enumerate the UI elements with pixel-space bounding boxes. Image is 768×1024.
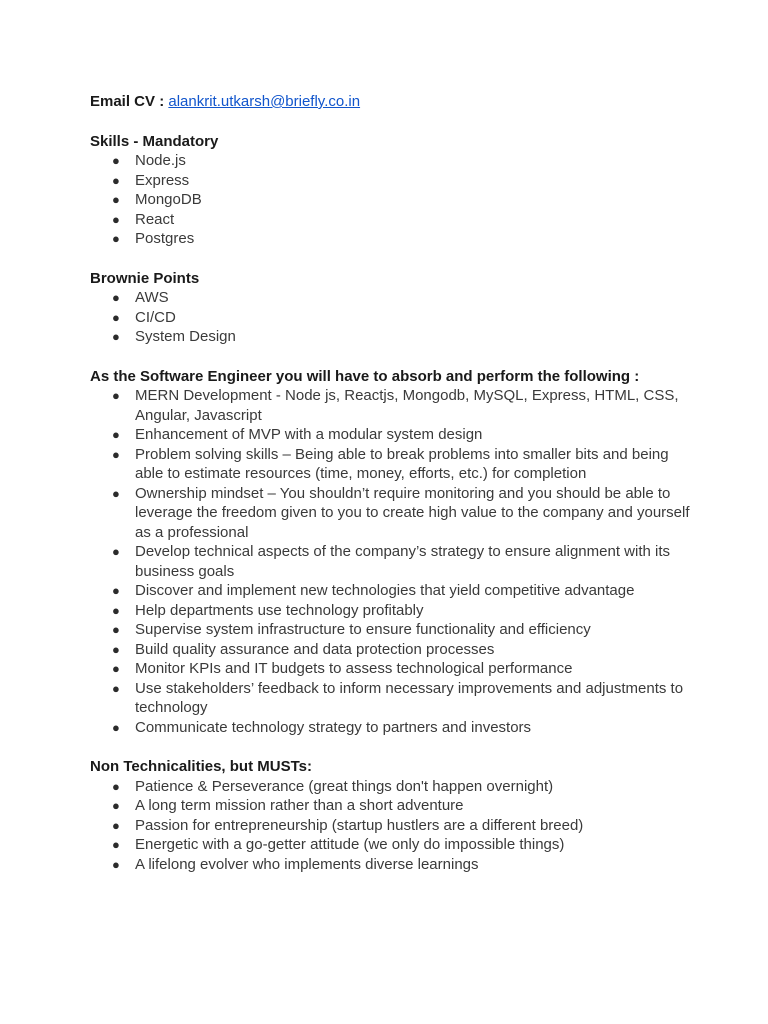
skills-mandatory-list — [90, 151, 690, 249]
bullet-icon: ● — [112, 153, 120, 168]
non-technical-section — [90, 757, 690, 874]
email-cv-label: Email CV : — [90, 93, 165, 110]
brownie-points-list — [90, 288, 690, 347]
list-item-text: Problem solving skills – Being able to break problems into smaller bits and being able to estimate resources (time, money, efforts, etc.) for completion — [135, 445, 669, 482]
list-item-text: MERN Development - Node js, Reactjs, Mongodb, MySQL, Express, HTML, CSS, Angular, Javascript — [135, 387, 679, 424]
bullet-icon: ● — [112, 329, 120, 344]
list-item — [90, 718, 690, 738]
list-item — [90, 640, 690, 660]
brownie-points-section — [90, 269, 690, 347]
list-item-text: Communicate technology strategy to partners and investors — [135, 718, 532, 736]
bullet-icon: ● — [112, 680, 120, 696]
bullet-icon: ● — [112, 778, 120, 794]
bullet-icon: ● — [112, 622, 120, 637]
bullet-icon: ● — [112, 192, 120, 207]
list-item — [90, 229, 690, 249]
bullet-icon: ● — [112, 719, 120, 735]
email-link[interactable]: alankrit.utkarsh@briefly.co.in — [168, 93, 361, 110]
list-item-text: A lifelong evolver who implements diverse learnings — [135, 855, 479, 873]
list-item — [90, 308, 690, 328]
bullet-icon: ● — [112, 817, 120, 833]
list-item-text: Node.js — [135, 152, 186, 169]
list-item-text: Monitor KPIs and IT budgets to assess technological performance — [135, 660, 573, 677]
list-item-text: Build quality assurance and data protection processes — [135, 640, 495, 658]
list-item — [90, 659, 690, 679]
email-cv-line — [90, 92, 690, 112]
list-item — [90, 816, 690, 836]
list-item — [90, 445, 690, 484]
skills-mandatory-heading: Skills - Mandatory — [90, 132, 219, 150]
bullet-icon: ● — [112, 211, 120, 227]
bullet-icon: ● — [112, 388, 120, 403]
list-item — [90, 835, 690, 855]
list-item-text: React — [135, 210, 175, 228]
list-item — [90, 151, 690, 171]
bullet-icon: ● — [112, 798, 120, 813]
list-item-text: Enhancement of MVP with a modular system design — [135, 426, 483, 443]
list-item — [90, 542, 690, 581]
responsibilities-list — [90, 386, 690, 737]
document-content — [90, 92, 690, 874]
list-item-text: Develop technical aspects of the company’s strategy to ensure alignment with its business goals — [135, 543, 671, 580]
list-item-text: Help departments use technology profitably — [135, 601, 424, 619]
brownie-points-heading: Brownie Points — [90, 269, 200, 287]
responsibilities-heading: As the Software Engineer you will have to absorb and perform the following : — [90, 367, 640, 385]
list-item-text: Supervise system infrastructure to ensure functionality and efficiency — [135, 621, 591, 638]
bullet-icon: ● — [112, 485, 120, 501]
list-item — [90, 425, 690, 445]
list-item — [90, 620, 690, 640]
list-item — [90, 386, 690, 425]
list-item-text: Ownership mindset – You shouldn’t require monitoring and you should be able to leverage the freedom given to you to create high value to the company and yourself as a professional — [135, 484, 690, 541]
list-item — [90, 601, 690, 621]
bullet-icon: ● — [112, 641, 120, 657]
bullet-icon: ● — [112, 856, 120, 872]
list-item — [90, 777, 690, 797]
non-technical-list — [90, 777, 690, 875]
bullet-icon: ● — [112, 583, 120, 598]
list-item-text: Postgres — [135, 230, 195, 247]
list-item-text: Express — [135, 171, 190, 189]
list-item — [90, 581, 690, 601]
list-item — [90, 484, 690, 543]
list-item-text: Passion for entrepreneurship (startup hustlers are a different breed) — [135, 816, 584, 834]
list-item-text: Use stakeholders’ feedback to inform necessary improvements and adjustments to technology — [135, 679, 684, 716]
bullet-icon: ● — [112, 602, 120, 618]
bullet-icon: ● — [112, 544, 120, 559]
list-item-text: MongoDB — [135, 191, 202, 208]
list-item — [90, 190, 690, 210]
bullet-icon: ● — [112, 172, 120, 188]
bullet-icon: ● — [112, 661, 120, 676]
responsibilities-section — [90, 367, 690, 738]
list-item — [90, 210, 690, 230]
list-item-text: A long term mission rather than a short adventure — [135, 797, 464, 814]
bullet-icon: ● — [112, 290, 120, 305]
non-technical-heading: Non Technicalities, but MUSTs: — [90, 758, 312, 775]
list-item — [90, 855, 690, 875]
list-item — [90, 288, 690, 308]
list-item — [90, 171, 690, 191]
list-item-text: Discover and implement new technologies that yield competitive advantage — [135, 582, 635, 599]
skills-mandatory-section — [90, 132, 690, 249]
bullet-icon: ● — [112, 446, 120, 462]
list-item — [90, 679, 690, 718]
bullet-icon: ● — [112, 427, 120, 442]
bullet-icon: ● — [112, 309, 120, 325]
bullet-icon: ● — [112, 837, 120, 852]
list-item-text: System Design — [135, 328, 236, 345]
list-item-text: AWS — [135, 289, 169, 306]
list-item-text: CI/CD — [135, 308, 176, 326]
list-item-text: Energetic with a go-getter attitude (we only do impossible things) — [135, 836, 565, 853]
list-item — [90, 796, 690, 816]
list-item — [90, 327, 690, 347]
list-item-text: Patience & Perseverance (great things don't happen overnight) — [135, 777, 554, 795]
bullet-icon: ● — [112, 231, 120, 246]
